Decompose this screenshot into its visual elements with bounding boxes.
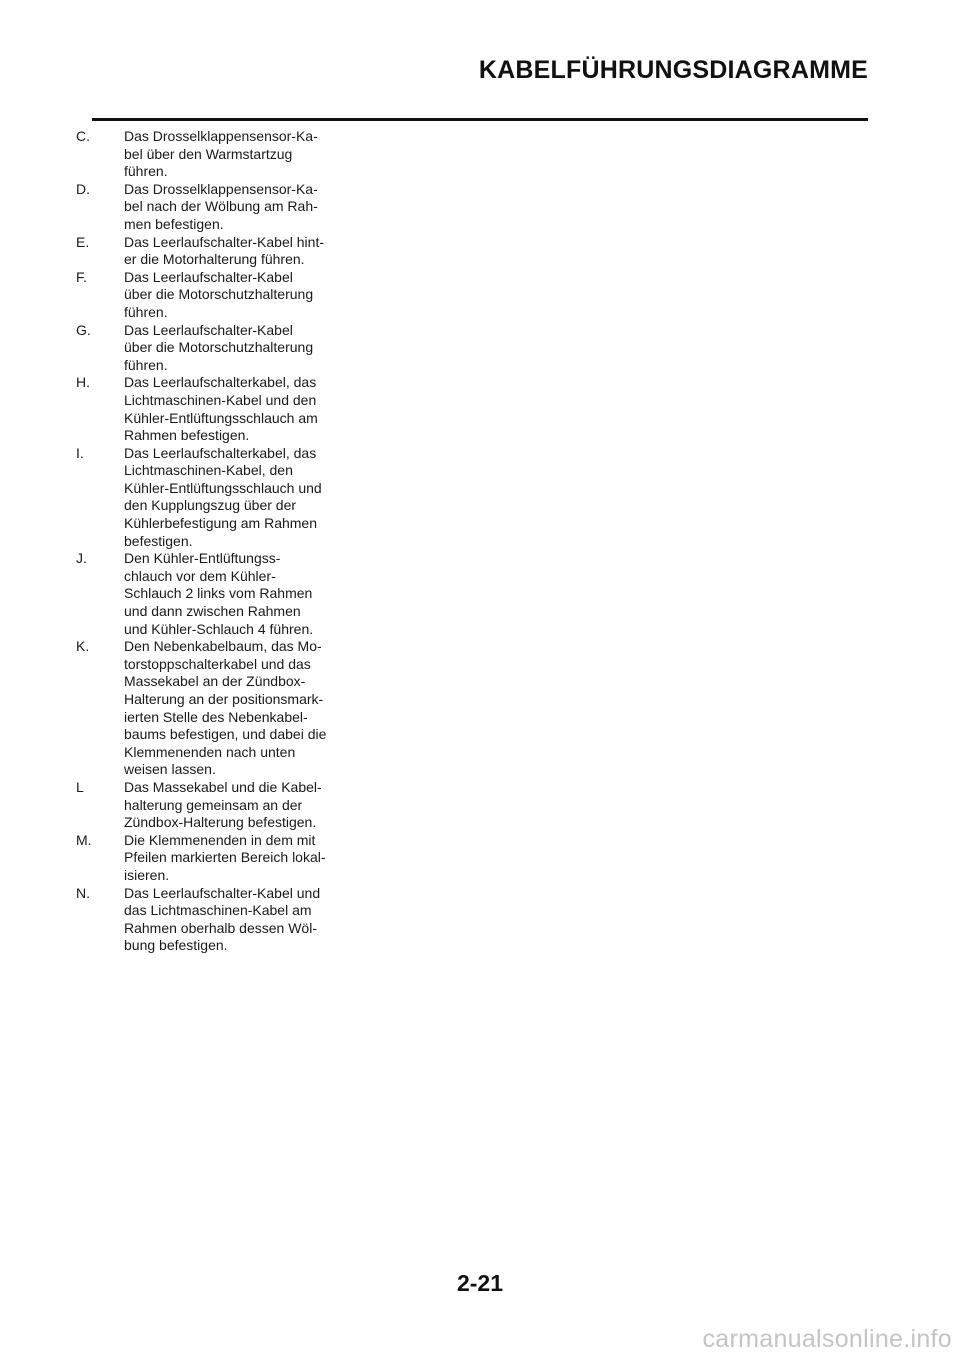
item-letter: M. (76, 831, 92, 848)
item-letter: E. (76, 233, 90, 250)
list-item (76, 128, 338, 181)
item-text: Das Leerlaufschalter-Kabel hint- er die Motorhalterung führen. (124, 233, 324, 268)
item-text: Den Nebenkabelbaum, das Mo- torstoppschalterkabel und das Massekabel an der Zündbox- Halterung an der positionsmark- ierten Stelle des Nebenkabel- baums befestigen, und dabei die Klemmenenden nach unten weisen lassen. (124, 638, 327, 778)
title-divider (92, 118, 868, 121)
item-letter: F. (76, 268, 87, 285)
item-text: Das Leerlaufschalter-Kabel über die Motorschutzhalterung führen. (124, 268, 314, 320)
list-item (76, 885, 338, 955)
item-text: Den Kühler-Entlüftungss- chlauch vor dem Kühler- Schlauch 2 links vom Rahmen und dann zwischen Rahmen und Kühler-Schlauch 4 führen. (124, 550, 314, 637)
item-letter: H. (76, 374, 90, 391)
list-item (76, 832, 338, 885)
item-text: Das Leerlaufschalterkabel, das Lichtmaschinen-Kabel, den Kühler-Entlüftungsschlauch und den Kupplungszug über der Kühlerbefestigung am Rahmen befestigen. (124, 444, 322, 549)
list-item (76, 638, 338, 779)
item-letter: I. (76, 444, 84, 461)
item-text: Das Leerlaufschalter-Kabel und das Lichtmaschinen-Kabel am Rahmen oberhalb dessen Wöl- bung befestigen. (124, 884, 321, 954)
item-letter: G. (76, 321, 91, 338)
item-text: Das Leerlaufschalter-Kabel über die Motorschutzhalterung führen. (124, 321, 314, 373)
instruction-list (76, 128, 338, 955)
list-item (76, 445, 338, 551)
list-item (76, 779, 338, 832)
page-number: 2-21 (456, 1270, 504, 1296)
item-text: Das Drosselklappensensor-Ka- bel über den Warmstartzug führen. (124, 128, 318, 180)
list-item (76, 550, 338, 638)
item-letter: N. (76, 884, 90, 901)
list-item (76, 181, 338, 234)
item-text: Die Klemmenenden in dem mit Pfeilen markierten Bereich lokal- isieren. (124, 831, 326, 883)
watermark: carmanualsonline.info (702, 1325, 952, 1353)
list-item (76, 322, 338, 375)
item-letter: K. (76, 638, 90, 655)
page-title: KABELFÜHRUNGSDIAGRAMME (478, 56, 868, 84)
item-letter: L (76, 778, 84, 795)
item-text: Das Leerlaufschalterkabel, das Lichtmaschinen-Kabel und den Kühler-Entlüftungsschlauch am Rahmen befestigen. (124, 374, 318, 444)
list-item (76, 269, 338, 322)
item-text: Das Massekabel und die Kabel- halterung gemeinsam an der Zündbox-Halterung befestigen. (124, 778, 322, 831)
list-item (76, 374, 338, 444)
list-item (76, 234, 338, 269)
item-letter: C. (76, 128, 90, 144)
item-letter: D. (76, 180, 90, 197)
item-text: Das Drosselklappensensor-Ka- bel nach der Wölbung am Rah- men befestigen. (124, 180, 318, 232)
item-letter: J. (76, 550, 87, 567)
